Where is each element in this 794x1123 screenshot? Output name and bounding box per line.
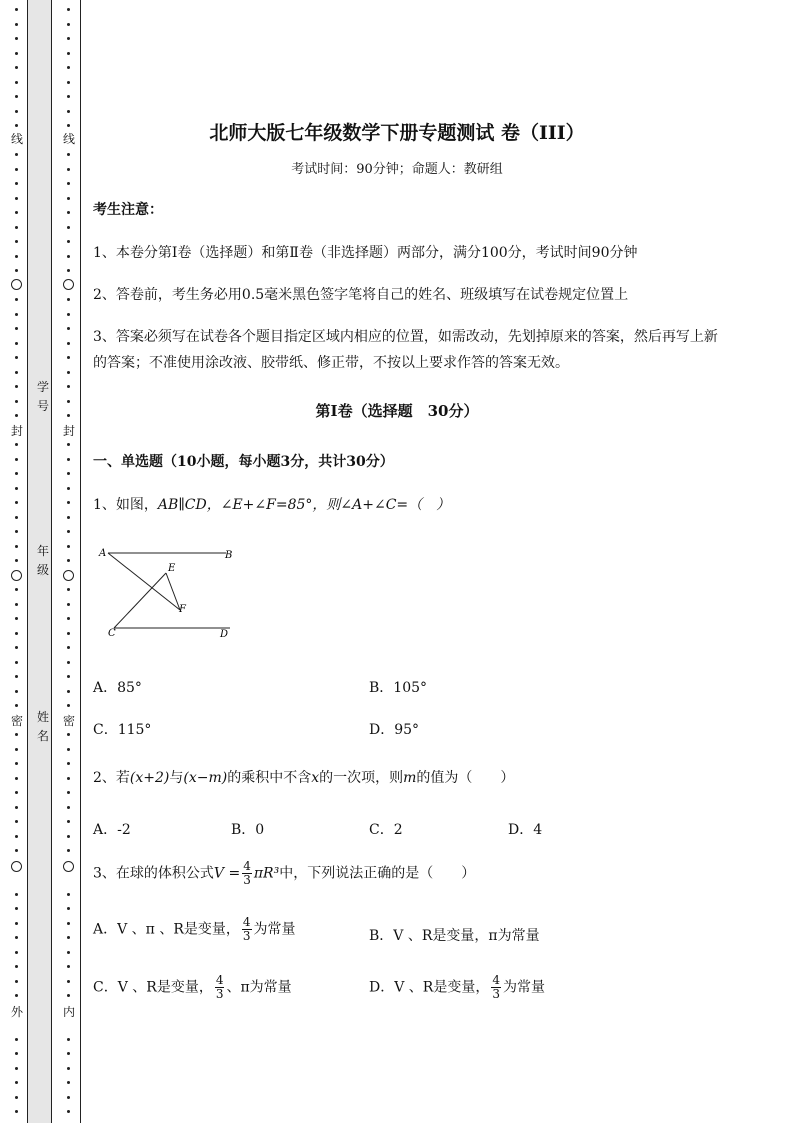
seal-dot [15, 994, 18, 997]
seal-dot [15, 342, 18, 345]
seal-dot [15, 661, 18, 664]
seal-dot [67, 255, 70, 258]
seal-dot [67, 704, 70, 707]
seal-dot [15, 81, 18, 84]
seal-dot [67, 777, 70, 780]
seal-dot [15, 690, 18, 693]
outer-mark-mi: 密 [7, 714, 27, 728]
inner-circle-icon [63, 570, 74, 581]
outer-circle-icon [11, 279, 22, 290]
q3-option-a-text: A．V 、π 、R是变量， [93, 921, 240, 938]
seal-dot [15, 762, 18, 765]
outer-mark-feng: 封 [7, 424, 27, 438]
seal-dot [67, 269, 70, 272]
seal-dot [15, 458, 18, 461]
seal-dot [15, 487, 18, 490]
seal-dot [15, 356, 18, 359]
q3-option-d-text: D．V 、R是变量， [369, 979, 490, 996]
label-b: B [225, 550, 233, 561]
question-3 [93, 860, 475, 887]
notice-item-2: 2、答卷前，考生务必用0.5毫米黑色签字笔将自己的姓名、班级填写在试卷规定位置上 [93, 287, 629, 303]
q2-var-x: x [311, 770, 320, 786]
seal-dot [15, 385, 18, 388]
q2-option-d[interactable]: D．4 [508, 822, 543, 838]
outer-circle-icon [11, 570, 22, 581]
seal-dot [15, 211, 18, 214]
seal-dot [15, 153, 18, 156]
seal-dot [15, 965, 18, 968]
q3-option-c[interactable] [93, 974, 292, 1001]
seal-dot [67, 632, 70, 635]
name-label: 姓名 [36, 710, 49, 743]
part-heading: 一、单选题（10小题，每小题3分，共计30分） [93, 454, 394, 470]
seal-dot [15, 893, 18, 896]
seal-dot [67, 791, 70, 794]
q3-frac-den: 3 [243, 873, 251, 887]
seal-dot [67, 907, 70, 910]
seal-dot [15, 95, 18, 98]
seal-dot [15, 559, 18, 562]
seal-dot [67, 835, 70, 838]
seal-dot [67, 893, 70, 896]
seal-dot [67, 313, 70, 316]
q1-figure [92, 540, 242, 645]
seal-dot [67, 617, 70, 620]
q1-condition: AB∥CD，∠E+∠F=85°，则∠A+∠C=（ ） [157, 497, 451, 513]
seal-dot [67, 994, 70, 997]
seal-dot [15, 66, 18, 69]
q3-option-b[interactable]: B．V 、R是变量，π为常量 [369, 928, 540, 944]
q2-text-3: 的值为（ ） [416, 770, 515, 786]
seal-dot [15, 240, 18, 243]
seal-dot [67, 327, 70, 330]
seal-dot [67, 23, 70, 26]
inner-mark-nei: 内 [59, 1005, 79, 1019]
notice-item-3: 3、答案必须写在试卷各个题目指定区域内相应的位置，如需改动，先划掉原来的答案，然后再写上新 [93, 329, 718, 345]
label-c: C [108, 628, 116, 639]
seal-dot [67, 182, 70, 185]
seal-dot [67, 559, 70, 562]
seal-dot [15, 23, 18, 26]
seal-dot [15, 8, 18, 11]
q3-formula-rhs: πR³ [253, 865, 280, 882]
seal-dot [67, 820, 70, 823]
q2-option-b[interactable]: B．0 [231, 822, 265, 838]
seal-dot [15, 298, 18, 301]
seal-dot [15, 617, 18, 620]
q1-option-a[interactable]: A．85° [93, 680, 142, 696]
frac-den: 3 [215, 987, 224, 1001]
seal-dot [15, 1110, 18, 1113]
seal-dot [67, 806, 70, 809]
q3-option-d[interactable] [369, 974, 545, 1001]
notice-item-3-cont: 的答案；不准使用涂改液、胶带纸、修正带，不按以上要求作答的答案无效。 [93, 355, 569, 371]
seal-dot [67, 385, 70, 388]
seal-dot [67, 52, 70, 55]
q2-var-m: m [403, 770, 417, 786]
seal-dot [15, 951, 18, 954]
seal-dot [15, 1081, 18, 1084]
q2-option-a[interactable]: A．-2 [93, 822, 131, 838]
seal-dot [15, 806, 18, 809]
seal-dot [67, 487, 70, 490]
seal-dot [15, 835, 18, 838]
seal-dot [15, 182, 18, 185]
seal-dot [15, 603, 18, 606]
q3-option-a[interactable] [93, 916, 296, 943]
page-title: 北师大版七年级数学下册专题测试 卷（III） [209, 122, 585, 144]
outer-mark-wai: 外 [7, 1005, 27, 1019]
seal-dot [15, 980, 18, 983]
seal-dot [15, 313, 18, 316]
seal-dot [67, 965, 70, 968]
seal-dot [67, 1081, 70, 1084]
q3-option-c-fraction [215, 974, 225, 1001]
label-f: F [179, 604, 186, 615]
seal-dot [15, 37, 18, 40]
question-1 [93, 494, 450, 514]
seal-dot [67, 240, 70, 243]
seal-dot [15, 849, 18, 852]
seal-dot [67, 356, 70, 359]
q3-prefix: 3、在球的体积公式 [93, 865, 214, 882]
seal-dot [67, 95, 70, 98]
seal-dot [67, 936, 70, 939]
seal-dot [67, 733, 70, 736]
seal-dot [67, 588, 70, 591]
seal-dot [67, 762, 70, 765]
seal-dot [15, 675, 18, 678]
seal-dot [15, 704, 18, 707]
q3-frac-num: 4 [243, 859, 251, 873]
seal-dot [15, 820, 18, 823]
seal-dot [15, 588, 18, 591]
seal-dot [67, 211, 70, 214]
q2-expr-1: (x+2) [129, 770, 170, 786]
frac-num: 4 [215, 973, 224, 987]
q3-option-d-tail: 为常量 [502, 979, 545, 996]
q1-option-d[interactable]: D．95° [369, 722, 420, 738]
seal-dot [15, 646, 18, 649]
seal-dot [15, 907, 18, 910]
seal-dot [15, 327, 18, 330]
seal-dot [15, 472, 18, 475]
q1-prefix: 1、如图， [93, 497, 158, 513]
seal-dot [67, 443, 70, 446]
inner-circle-icon [63, 279, 74, 290]
seal-dot [15, 1096, 18, 1099]
seal-dot [15, 371, 18, 374]
question-2 [93, 767, 514, 787]
q2-mid: 与 [169, 770, 184, 786]
seal-dot [15, 197, 18, 200]
seal-dot [67, 501, 70, 504]
exam-info: 考试时间：90分钟；命题人：教研组 [291, 162, 503, 177]
label-d: D [220, 629, 229, 640]
seal-dot [67, 675, 70, 678]
line-ec [114, 573, 166, 628]
seal-dot [15, 1052, 18, 1055]
seal-dot [67, 1052, 70, 1055]
seal-dot [67, 1067, 70, 1070]
q2-text: 的乘积中不含 [227, 770, 312, 786]
outer-mark-xian: 线 [7, 132, 27, 146]
q3-option-d-fraction [491, 974, 501, 1001]
seal-dot [67, 197, 70, 200]
seal-dot [67, 1096, 70, 1099]
seal-dot [67, 922, 70, 925]
q2-text-2: 的一次项，则 [319, 770, 404, 786]
seal-dot [67, 690, 70, 693]
inner-circle-icon [63, 861, 74, 872]
seal-dot [15, 791, 18, 794]
seal-dot [67, 153, 70, 156]
seal-dot [67, 1110, 70, 1113]
q2-option-c[interactable]: C．2 [369, 822, 403, 838]
seal-dot [15, 110, 18, 113]
frac-den: 3 [492, 987, 500, 1001]
seal-dot [15, 777, 18, 780]
seal-dot [67, 603, 70, 606]
seal-dot [67, 37, 70, 40]
seal-dot [67, 226, 70, 229]
seal-dot [15, 269, 18, 272]
q3-suffix: 中，下列说法正确的是（ ） [279, 865, 476, 882]
seal-dot [15, 52, 18, 55]
frac-den: 3 [242, 929, 251, 943]
inner-mark-xian: 线 [59, 132, 79, 146]
seal-dot [67, 81, 70, 84]
seal-dot [67, 980, 70, 983]
q3-option-c-tail: 、π为常量 [226, 979, 292, 996]
notice-heading: 考生注意： [93, 202, 163, 218]
seal-dot [15, 545, 18, 548]
q3-fraction [242, 860, 252, 887]
seal-dot [67, 110, 70, 113]
frac-num: 4 [492, 973, 500, 987]
seal-dot [67, 951, 70, 954]
label-a: A [99, 548, 107, 559]
q3-option-c-text: C．V 、R是变量， [93, 979, 213, 996]
seal-dot [15, 443, 18, 446]
q3-option-a-tail: 为常量 [253, 921, 296, 938]
q1-option-b[interactable]: B．105° [369, 680, 428, 696]
grade-label: 年级 [36, 544, 49, 577]
seal-dot [67, 530, 70, 533]
seal-dot [15, 632, 18, 635]
seal-dot [67, 1038, 70, 1041]
seal-dot [67, 661, 70, 664]
seal-dot [67, 646, 70, 649]
inner-mark-mi: 密 [59, 714, 79, 728]
seal-dot [15, 501, 18, 504]
seal-dot [15, 1067, 18, 1070]
frac-num: 4 [242, 915, 251, 929]
q2-prefix: 2、若 [93, 770, 130, 786]
seal-dot [67, 8, 70, 11]
seal-dot [15, 1038, 18, 1041]
seal-dot [15, 922, 18, 925]
inner-mark-feng: 封 [59, 424, 79, 438]
seal-dot [67, 545, 70, 548]
seal-dot [15, 936, 18, 939]
q3-option-a-fraction [242, 916, 252, 943]
q3-formula-lhs: V = [213, 865, 241, 882]
section-title: 第Ⅰ卷（选择题 30分） [315, 402, 479, 420]
seal-dot [15, 748, 18, 751]
seal-dot [15, 226, 18, 229]
notice-item-1: 1、本卷分第I卷（选择题）和第Ⅱ卷（非选择题）两部分，满分100分，考试时间90分钟 [93, 245, 638, 261]
seal-dot [15, 733, 18, 736]
seal-dot [67, 748, 70, 751]
seal-dot [67, 472, 70, 475]
q2-expr-2: (x−m) [183, 770, 228, 786]
seal-dot [67, 458, 70, 461]
q1-option-c[interactable]: C．115° [93, 722, 152, 738]
seal-dot [67, 516, 70, 519]
seal-dot [67, 342, 70, 345]
seal-dot [15, 530, 18, 533]
seal-dot [67, 298, 70, 301]
seal-dot [67, 66, 70, 69]
seal-dot [15, 255, 18, 258]
label-e: E [168, 563, 176, 574]
seal-dot [15, 516, 18, 519]
outer-circle-icon [11, 861, 22, 872]
student-id-label: 学号 [36, 380, 49, 413]
seal-dot [67, 371, 70, 374]
seal-dot [67, 849, 70, 852]
